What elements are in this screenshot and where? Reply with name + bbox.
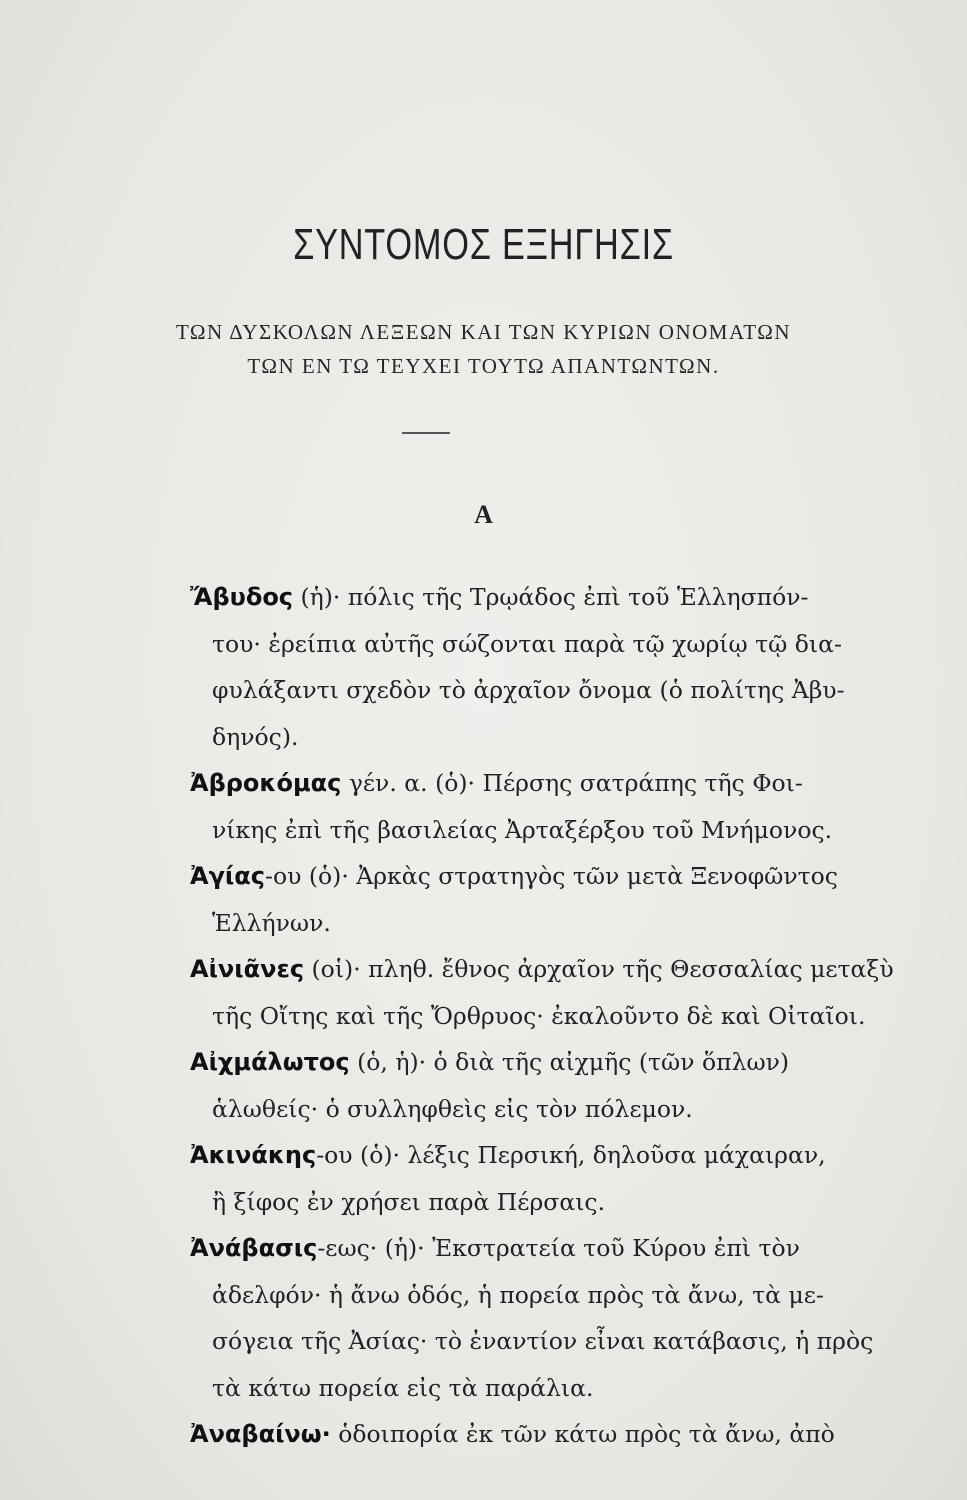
entry-text: τὰ κάτω πορεία εἰς τὰ παράλια.: [212, 1373, 594, 1402]
entry-text: Ἑλλήνων.: [212, 908, 331, 937]
entry-text: (ἡ)· πόλις τῆς Τρῳάδος ἐπὶ τοῦ Ἑλλησπόν-: [293, 583, 809, 611]
divider-rule: [402, 432, 450, 434]
entry-ainianes-line-1: [190, 946, 894, 993]
entry-abydos-line-3: [190, 667, 845, 714]
entry-aichmalotos-line-1: [190, 1039, 790, 1086]
entry-text: σόγεια τῆς Ἀσίας· τὸ ἐναντίον εἶναι κατάβασις, ἡ πρὸς: [212, 1327, 874, 1355]
entry-abydos-line-2: [190, 621, 842, 668]
entry-ainianes-line-2: [190, 993, 866, 1040]
entry-abrokomas-line-1: [190, 760, 803, 807]
page-title: ΣΥΝΤΟΜΟΣ ΕΞΗΓΗΣΙΣ: [293, 220, 674, 269]
section-letter: Α: [474, 500, 493, 529]
headword-akinakes: Ἀκινάκης: [190, 1141, 317, 1169]
entry-text: -ου (ὁ)· λέξις Περσική, δηλοῦσα μάχαιραν,: [316, 1141, 826, 1169]
headword-aichmalotos: Αἰχμάλωτος: [190, 1048, 350, 1076]
headword-anabasis: Ἀνάβασις: [190, 1234, 318, 1262]
entry-akinakes-line-2: [190, 1179, 780, 1226]
entry-text: ἢ ξίφος ἐν χρήσει παρὰ Πέρσαις.: [212, 1187, 606, 1216]
subtitle-line-1: ΤΩΝ ΔΥΣΚΟΛΩΝ ΛΕΞΕΩΝ ΚΑΙ ΤΩΝ ΚΥΡΙΩΝ ΟΝΟΜΑΤΩΝ: [175, 320, 792, 344]
entry-text: (οἱ)· πληθ. ἔθνος ἀρχαῖον τῆς Θεσσαλίας μεταξὺ: [304, 955, 894, 983]
entry-text: τῆς Οἴτης καὶ τῆς Ὄρθρυος· ἐκαλοῦντο δὲ καὶ Οἰταῖοι.: [212, 1001, 866, 1030]
entry-text: δηνός).: [212, 722, 299, 751]
glossary-entries: [190, 574, 894, 1458]
entry-text: φυλάξαντι σχεδὸν τὸ ἀρχαῖον ὄνομα (ὁ πολίτης Ἀβυ-: [212, 676, 845, 704]
entry-anabasis-line-1: [190, 1225, 800, 1272]
entry-text: του· ἐρείπια αὐτῆς σώζονται παρὰ τῷ χωρίῳ τῷ δια-: [212, 629, 842, 658]
entry-abydos-line-1: [190, 574, 809, 621]
subtitle-line-2: ΤΩΝ ΕΝ ΤΩ ΤΕΥΧΕΙ ΤΟΥΤΩ ΑΠΑΝΤΩΝΤΩΝ.: [247, 354, 720, 378]
entry-agias-line-2: [190, 900, 780, 947]
entry-text: -εως· (ἡ)· Ἐκστρατεία τοῦ Κύρου ἐπὶ τὸν: [317, 1234, 800, 1262]
headword-ainianes: Αἰνιᾶνες: [190, 955, 305, 983]
entry-text: ἁλωθείς· ὁ συλληφθεὶς εἰς τὸν πόλεμον.: [212, 1094, 693, 1123]
headword-anabaino: Ἀναβαίνω·: [190, 1420, 331, 1448]
entry-text: νίκης ἐπὶ τῆς βασιλείας Ἀρταξέρξου τοῦ Μνήμονος.: [212, 815, 833, 844]
entry-text: -ου (ὁ)· Ἀρκὰς στρατηγὸς τῶν μετὰ Ξενοφῶντος: [265, 862, 838, 890]
entry-akinakes-line-1: [190, 1132, 826, 1179]
entry-abrokomas-line-2: [190, 807, 833, 854]
headword-abydos: Ἄβυδος: [190, 583, 294, 611]
entry-text: ἀδελφόν· ἡ ἄνω ὁδός, ἡ πορεία πρὸς τὰ ἄνω, τὰ με-: [212, 1280, 824, 1309]
entry-text: (ὁ, ἡ)· ὁ διὰ τῆς αἰχμῆς (τῶν ὅπλων): [349, 1048, 790, 1076]
entry-anabasis-line-4: [190, 1365, 780, 1412]
headword-abrokomas: Ἀβροκόμας: [190, 769, 342, 797]
entry-text: γέν. α. (ὁ)· Πέρσης σατράπης τῆς Φοι-: [341, 769, 803, 797]
entry-text: ὁδοιπορία ἐκ τῶν κάτω πρὸς τὰ ἄνω, ἀπὸ: [330, 1420, 835, 1448]
entry-anabaino-line-1: [190, 1411, 835, 1458]
entry-anabasis-line-3: [190, 1318, 874, 1365]
headword-agias: Ἀγίας: [190, 862, 265, 890]
entry-aichmalotos-line-2: [190, 1086, 780, 1133]
entry-agias-line-1: [190, 853, 838, 900]
entry-abydos-line-4: [190, 714, 780, 761]
entry-anabasis-line-2: [190, 1272, 824, 1319]
